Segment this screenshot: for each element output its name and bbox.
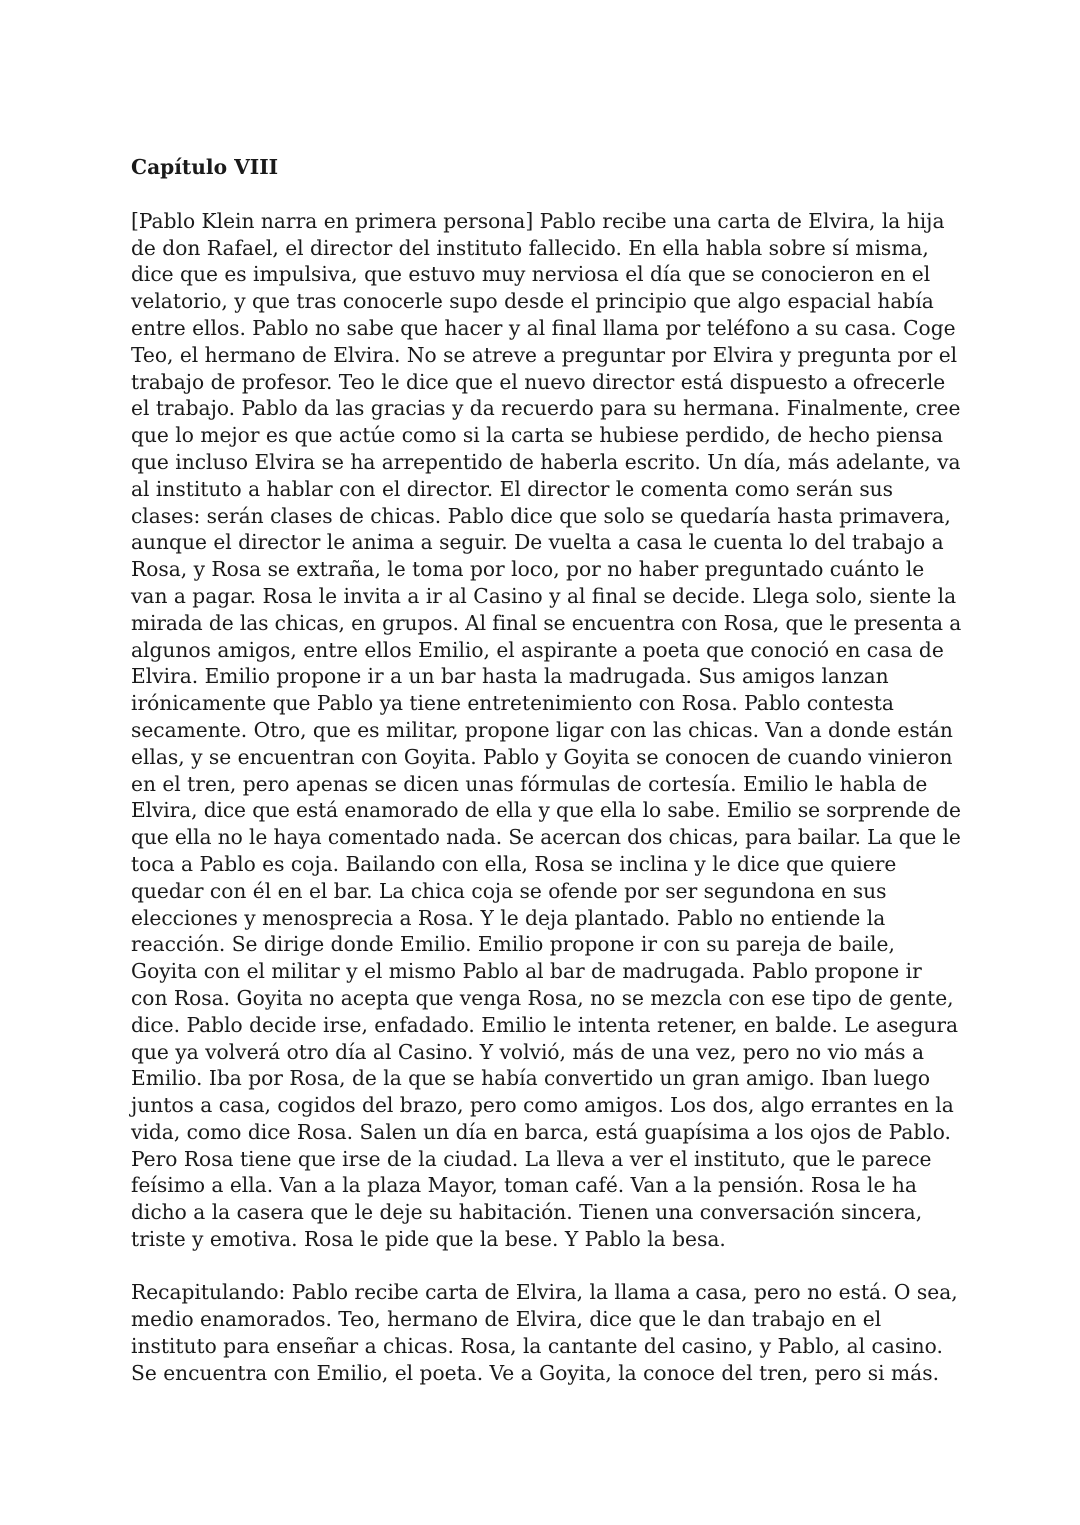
text-line: medio enamorados. Teo, hermano de Elvira, dice que le dan trabajo en el <box>131 1307 882 1332</box>
chapter-title: Capítulo VIII <box>131 155 279 179</box>
text-line: [Pablo Klein narra en primera persona] Pablo recibe una carta de Elvira, la hija <box>131 208 945 233</box>
text-line: juntos a casa, cogidos del brazo, pero como amigos. Los dos, algo errantes en la <box>131 1093 954 1118</box>
text-line: velatorio, y que tras conocerle supo desde el principio que algo espacial había <box>131 289 934 314</box>
text-line: instituto para enseñar a chicas. Rosa, la cantante del casino, y Pablo, al casino. <box>131 1333 943 1358</box>
text-line: quedar con él en el bar. La chica coja se ofende por ser segundona en sus <box>131 878 887 903</box>
text-line: vida, como dice Rosa. Salen un día en barca, está guapísima a los ojos de Pablo. <box>131 1119 951 1144</box>
text-line: de don Rafael, el director del instituto fallecido. En ella habla sobre sí misma, <box>131 235 929 260</box>
text-line: ellas, y se encuentran con Goyita. Pablo y Goyita se conocen de cuando vinieron <box>131 744 953 769</box>
text-line: trabajo de profesor. Teo le dice que el nuevo director está dispuesto a ofrecerle <box>131 369 946 394</box>
text-line: Teo, el hermano de Elvira. No se atreve a preguntar por Elvira y pregunta por el <box>131 342 958 367</box>
text-line: secamente. Otro, que es militar, propone ligar con las chicas. Van a donde están <box>131 717 953 742</box>
text-line: Rosa, y Rosa se extraña, le toma por loco, por no haber preguntado cuánto le <box>131 557 925 582</box>
text-line: Goyita con el militar y el mismo Pablo al bar de madrugada. Pablo propone ir <box>131 959 922 984</box>
text-line: entre ellos. Pablo no sabe que hacer y al final llama por teléfono a su casa. Coge <box>131 315 956 340</box>
text-line: Pero Rosa tiene que irse de la ciudad. La lleva a ver el instituto, que le parece <box>131 1146 932 1171</box>
text-line: feísimo a ella. Van a la plaza Mayor, toman café. Van a la pensión. Rosa le ha <box>131 1173 917 1198</box>
text-line: al instituto a hablar con el director. El director le comenta como serán sus <box>131 476 894 501</box>
text-line: mirada de las chicas, en grupos. Al final se encuentra con Rosa, que le presenta a <box>131 610 962 635</box>
document-page <box>131 154 961 1387</box>
text-line: dice. Pablo decide irse, enfadado. Emilio le intenta retener, en balde. Le asegura <box>131 1012 959 1037</box>
text-line: que incluso Elvira se ha arrepentido de haberla escrito. Un día, más adelante, va <box>131 449 961 474</box>
text-line: en el tren, pero apenas se dicen unas fórmulas de cortesía. Emilio le habla de <box>131 771 928 796</box>
text-line: dicho a la casera que le deje su habitación. Tienen una conversación sincera, <box>131 1200 923 1225</box>
text-line: que lo mejor es que actúe como si la carta se hubiese perdido, de hecho piensa <box>131 423 944 448</box>
text-line: algunos amigos, entre ellos Emilio, el aspirante a poeta que conoció en casa de <box>131 637 944 662</box>
text-line: van a pagar. Rosa le invita a ir al Casino y al final se decide. Llega solo, siente la <box>131 583 957 608</box>
text-line: el trabajo. Pablo da las gracias y da recuerdo para su hermana. Finalmente, cree <box>131 396 961 421</box>
text-line: elecciones y menosprecia a Rosa. Y le deja plantado. Pablo no entiende la <box>131 905 886 930</box>
text-line: Emilio. Iba por Rosa, de la que se había convertido un gran amigo. Iban luego <box>131 1066 931 1091</box>
text-line: Elvira, dice que está enamorado de ella y que ella lo sabe. Emilio se sorprende de <box>131 798 961 823</box>
text-line: que ya volverá otro día al Casino. Y volvió, más de una vez, pero no vio más a <box>131 1039 924 1064</box>
text-line: triste y emotiva. Rosa le pide que la bese. Y Pablo la besa. <box>131 1227 726 1252</box>
summary-paragraph <box>131 208 961 1253</box>
text-line: reacción. Se dirige donde Emilio. Emilio propone ir con su pareja de baile, <box>131 932 895 957</box>
recap-paragraph <box>131 1279 961 1386</box>
text-line: dice que es impulsiva, que estuvo muy nerviosa el día que se conocieron en el <box>131 262 931 287</box>
text-line: Recapitulando: Pablo recibe carta de Elvira, la llama a casa, pero no está. O sea, <box>131 1280 958 1305</box>
text-line: con Rosa. Goyita no acepta que venga Rosa, no se mezcla con ese tipo de gente, <box>131 985 954 1010</box>
text-line: toca a Pablo es coja. Bailando con ella, Rosa se inclina y le dice que quiere <box>131 851 897 876</box>
text-line: aunque el director le anima a seguir. De vuelta a casa le cuenta lo del trabajo a <box>131 530 944 555</box>
text-line: Elvira. Emilio propone ir a un bar hasta la madrugada. Sus amigos lanzan <box>131 664 889 689</box>
text-line: clases: serán clases de chicas. Pablo dice que solo se quedaría hasta primavera, <box>131 503 951 528</box>
text-line: Se encuentra con Emilio, el poeta. Ve a Goyita, la conoce del tren, pero si más. <box>131 1360 939 1385</box>
text-line: que ella no le haya comentado nada. Se acercan dos chicas, para bailar. La que le <box>131 825 961 850</box>
text-line: irónicamente que Pablo ya tiene entretenimiento con Rosa. Pablo contesta <box>131 691 894 716</box>
